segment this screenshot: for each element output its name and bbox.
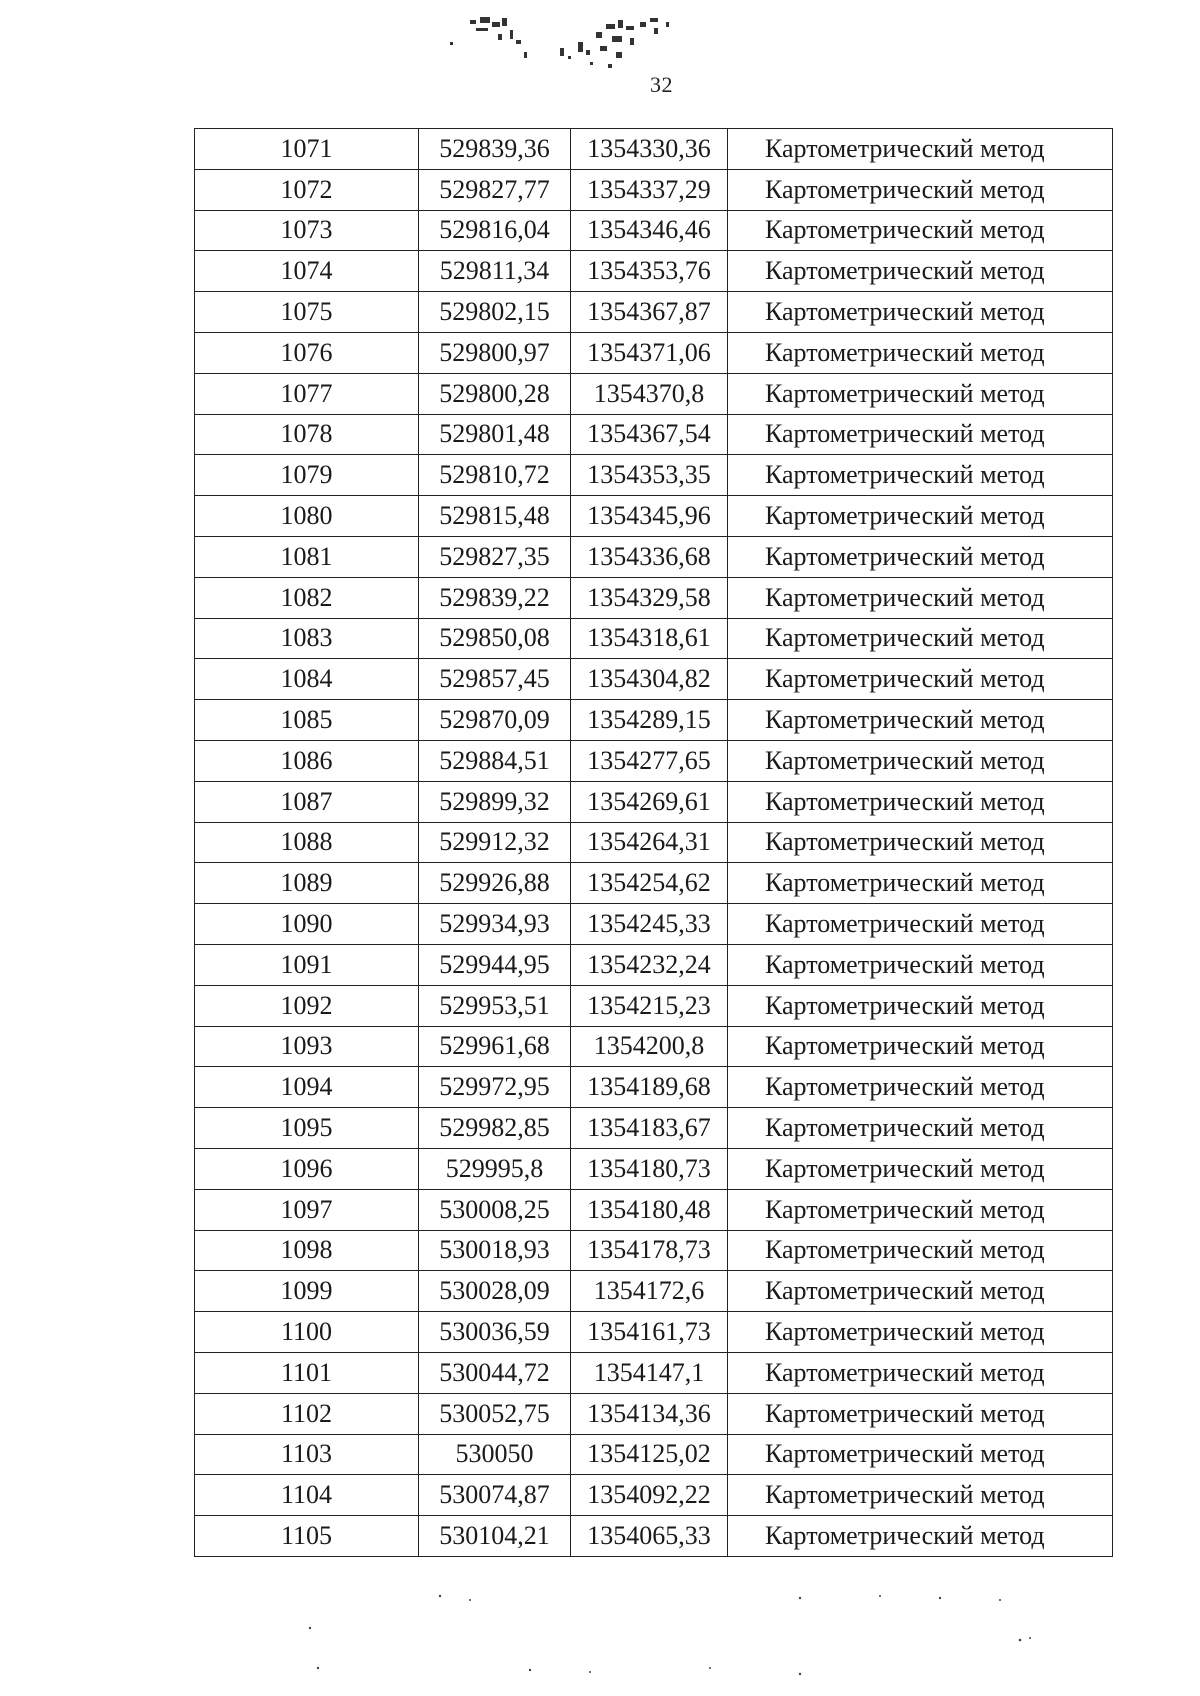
- table-row: [195, 496, 1113, 537]
- coordinate-x-cell: 529800,28: [419, 373, 571, 414]
- table-row: [195, 129, 1113, 170]
- table-row: [195, 700, 1113, 741]
- point-number-cell: 1084: [195, 659, 419, 700]
- coordinate-y-cell: 1354092,22: [571, 1475, 728, 1516]
- point-number-cell: 1095: [195, 1108, 419, 1149]
- method-cell: Картометрический метод: [728, 1516, 1113, 1557]
- method-cell: Картометрический метод: [728, 1475, 1113, 1516]
- point-number-cell: 1100: [195, 1312, 419, 1353]
- point-number-cell: 1096: [195, 1148, 419, 1189]
- method-cell: Картометрический метод: [728, 781, 1113, 822]
- point-number-cell: 1099: [195, 1271, 419, 1312]
- point-number-cell: 1085: [195, 700, 419, 741]
- coordinate-x-cell: 529827,35: [419, 536, 571, 577]
- coordinate-y-cell: 1354215,23: [571, 985, 728, 1026]
- table-row: [195, 822, 1113, 863]
- table-row: [195, 292, 1113, 333]
- method-cell: Картометрический метод: [728, 210, 1113, 251]
- coordinate-y-cell: 1354172,6: [571, 1271, 728, 1312]
- method-cell: Картометрический метод: [728, 1026, 1113, 1067]
- table-row: [195, 1108, 1113, 1149]
- point-number-cell: 1072: [195, 169, 419, 210]
- table-row: [195, 618, 1113, 659]
- table-row: [195, 985, 1113, 1026]
- coordinate-y-cell: 1354367,54: [571, 414, 728, 455]
- method-cell: Картометрический метод: [728, 822, 1113, 863]
- coordinate-x-cell: 530018,93: [419, 1230, 571, 1271]
- coordinate-y-cell: 1354370,8: [571, 373, 728, 414]
- method-cell: Картометрический метод: [728, 985, 1113, 1026]
- point-number-cell: 1092: [195, 985, 419, 1026]
- coordinate-y-cell: 1354353,76: [571, 251, 728, 292]
- table-row: [195, 210, 1113, 251]
- scan-stamp-marks: [440, 12, 740, 92]
- point-number-cell: 1078: [195, 414, 419, 455]
- method-cell: Картометрический метод: [728, 1352, 1113, 1393]
- point-number-cell: 1087: [195, 781, 419, 822]
- method-cell: Картометрический метод: [728, 904, 1113, 945]
- coordinate-y-cell: 1354161,73: [571, 1312, 728, 1353]
- point-number-cell: 1081: [195, 536, 419, 577]
- table-row: [195, 1148, 1113, 1189]
- table-row: [195, 332, 1113, 373]
- coordinate-x-cell: 529801,48: [419, 414, 571, 455]
- coordinate-y-cell: 1354189,68: [571, 1067, 728, 1108]
- coordinate-x-cell: 530104,21: [419, 1516, 571, 1557]
- coordinate-x-cell: 530050: [419, 1434, 571, 1475]
- table-row: [195, 904, 1113, 945]
- point-number-cell: 1093: [195, 1026, 419, 1067]
- coordinate-y-cell: 1354318,61: [571, 618, 728, 659]
- coordinates-table-body: [195, 129, 1113, 1557]
- coordinate-y-cell: 1354125,02: [571, 1434, 728, 1475]
- coordinate-y-cell: 1354232,24: [571, 944, 728, 985]
- method-cell: Картометрический метод: [728, 1393, 1113, 1434]
- method-cell: Картометрический метод: [728, 1434, 1113, 1475]
- point-number-cell: 1077: [195, 373, 419, 414]
- table-row: [195, 944, 1113, 985]
- coordinate-x-cell: 530074,87: [419, 1475, 571, 1516]
- coordinate-y-cell: 1354304,82: [571, 659, 728, 700]
- point-number-cell: 1094: [195, 1067, 419, 1108]
- coordinate-y-cell: 1354277,65: [571, 740, 728, 781]
- table-row: [195, 1271, 1113, 1312]
- point-number-cell: 1102: [195, 1393, 419, 1434]
- point-number-cell: 1103: [195, 1434, 419, 1475]
- coordinate-y-cell: 1354254,62: [571, 863, 728, 904]
- coordinate-x-cell: 529827,77: [419, 169, 571, 210]
- coordinate-y-cell: 1354264,31: [571, 822, 728, 863]
- coordinate-y-cell: 1354346,46: [571, 210, 728, 251]
- point-number-cell: 1080: [195, 496, 419, 537]
- point-number-cell: 1071: [195, 129, 419, 170]
- coordinate-x-cell: 529995,8: [419, 1148, 571, 1189]
- coordinate-x-cell: 529810,72: [419, 455, 571, 496]
- coordinate-y-cell: 1354337,29: [571, 169, 728, 210]
- coordinate-x-cell: 529802,15: [419, 292, 571, 333]
- point-number-cell: 1090: [195, 904, 419, 945]
- coordinate-y-cell: 1354200,8: [571, 1026, 728, 1067]
- table-row: [195, 1312, 1113, 1353]
- point-number-cell: 1101: [195, 1352, 419, 1393]
- coordinate-y-cell: 1354345,96: [571, 496, 728, 537]
- method-cell: Картометрический метод: [728, 1148, 1113, 1189]
- point-number-cell: 1073: [195, 210, 419, 251]
- coordinate-y-cell: 1354245,33: [571, 904, 728, 945]
- method-cell: Картометрический метод: [728, 129, 1113, 170]
- coordinate-x-cell: 529972,95: [419, 1067, 571, 1108]
- point-number-cell: 1083: [195, 618, 419, 659]
- coordinate-y-cell: 1354178,73: [571, 1230, 728, 1271]
- coordinate-y-cell: 1354353,35: [571, 455, 728, 496]
- coordinate-x-cell: 529884,51: [419, 740, 571, 781]
- method-cell: Картометрический метод: [728, 373, 1113, 414]
- table-row: [195, 373, 1113, 414]
- coordinate-y-cell: 1354180,48: [571, 1189, 728, 1230]
- coordinate-x-cell: 529912,32: [419, 822, 571, 863]
- coordinate-x-cell: 529926,88: [419, 863, 571, 904]
- coordinate-x-cell: 529870,09: [419, 700, 571, 741]
- coordinate-x-cell: 530008,25: [419, 1189, 571, 1230]
- method-cell: Картометрический метод: [728, 251, 1113, 292]
- point-number-cell: 1098: [195, 1230, 419, 1271]
- page-number: 32: [650, 72, 673, 97]
- table-row: [195, 1067, 1113, 1108]
- coordinate-x-cell: 529982,85: [419, 1108, 571, 1149]
- coordinates-table: [194, 128, 1113, 1557]
- method-cell: Картометрический метод: [728, 455, 1113, 496]
- table-row: [195, 169, 1113, 210]
- table-row: [195, 781, 1113, 822]
- table-row: [195, 251, 1113, 292]
- point-number-cell: 1086: [195, 740, 419, 781]
- point-number-cell: 1097: [195, 1189, 419, 1230]
- method-cell: Картометрический метод: [728, 618, 1113, 659]
- coordinate-y-cell: 1354330,36: [571, 129, 728, 170]
- table-row: [195, 1393, 1113, 1434]
- point-number-cell: 1091: [195, 944, 419, 985]
- table-row: [195, 455, 1113, 496]
- method-cell: Картометрический метод: [728, 1067, 1113, 1108]
- coordinate-x-cell: 529850,08: [419, 618, 571, 659]
- coordinate-x-cell: 529839,22: [419, 577, 571, 618]
- method-cell: Картометрический метод: [728, 1230, 1113, 1271]
- method-cell: Картометрический метод: [728, 1312, 1113, 1353]
- coordinate-x-cell: 529899,32: [419, 781, 571, 822]
- method-cell: Картометрический метод: [728, 659, 1113, 700]
- coordinate-y-cell: 1354065,33: [571, 1516, 728, 1557]
- point-number-cell: 1079: [195, 455, 419, 496]
- coordinate-x-cell: 529934,93: [419, 904, 571, 945]
- method-cell: Картометрический метод: [728, 1108, 1113, 1149]
- method-cell: Картометрический метод: [728, 332, 1113, 373]
- coordinate-x-cell: 529811,34: [419, 251, 571, 292]
- method-cell: Картометрический метод: [728, 292, 1113, 333]
- method-cell: Картометрический метод: [728, 577, 1113, 618]
- method-cell: Картометрический метод: [728, 740, 1113, 781]
- coordinate-x-cell: 529944,95: [419, 944, 571, 985]
- point-number-cell: 1075: [195, 292, 419, 333]
- coordinate-x-cell: 529839,36: [419, 129, 571, 170]
- point-number-cell: 1076: [195, 332, 419, 373]
- method-cell: Картометрический метод: [728, 496, 1113, 537]
- table-row: [195, 863, 1113, 904]
- coordinate-x-cell: 530036,59: [419, 1312, 571, 1353]
- point-number-cell: 1088: [195, 822, 419, 863]
- table-row: [195, 1475, 1113, 1516]
- coordinate-x-cell: 530052,75: [419, 1393, 571, 1434]
- coordinate-y-cell: 1354180,73: [571, 1148, 728, 1189]
- method-cell: Картометрический метод: [728, 1271, 1113, 1312]
- table-row: [195, 1026, 1113, 1067]
- method-cell: Картометрический метод: [728, 944, 1113, 985]
- table-row: [195, 1516, 1113, 1557]
- table-row: [195, 1352, 1113, 1393]
- method-cell: Картометрический метод: [728, 1189, 1113, 1230]
- coordinate-y-cell: 1354336,68: [571, 536, 728, 577]
- coordinate-x-cell: 529815,48: [419, 496, 571, 537]
- table-row: [195, 414, 1113, 455]
- coordinate-x-cell: 529961,68: [419, 1026, 571, 1067]
- table-row: [195, 1230, 1113, 1271]
- coordinate-y-cell: 1354329,58: [571, 577, 728, 618]
- table-row: [195, 659, 1113, 700]
- table-row: [195, 1434, 1113, 1475]
- point-number-cell: 1104: [195, 1475, 419, 1516]
- point-number-cell: 1105: [195, 1516, 419, 1557]
- coordinate-x-cell: 530028,09: [419, 1271, 571, 1312]
- point-number-cell: 1082: [195, 577, 419, 618]
- coordinate-y-cell: 1354269,61: [571, 781, 728, 822]
- method-cell: Картометрический метод: [728, 536, 1113, 577]
- table-row: [195, 740, 1113, 781]
- table-row: [195, 577, 1113, 618]
- coordinate-x-cell: 530044,72: [419, 1352, 571, 1393]
- coordinate-x-cell: 529816,04: [419, 210, 571, 251]
- coordinate-y-cell: 1354289,15: [571, 700, 728, 741]
- point-number-cell: 1074: [195, 251, 419, 292]
- coordinate-y-cell: 1354134,36: [571, 1393, 728, 1434]
- coordinate-y-cell: 1354371,06: [571, 332, 728, 373]
- coordinate-x-cell: 529857,45: [419, 659, 571, 700]
- method-cell: Картометрический метод: [728, 700, 1113, 741]
- coordinate-y-cell: 1354147,1: [571, 1352, 728, 1393]
- coordinate-x-cell: 529800,97: [419, 332, 571, 373]
- table-row: [195, 1189, 1113, 1230]
- coordinate-y-cell: 1354367,87: [571, 292, 728, 333]
- method-cell: Картометрический метод: [728, 169, 1113, 210]
- coordinate-y-cell: 1354183,67: [571, 1108, 728, 1149]
- method-cell: Картометрический метод: [728, 863, 1113, 904]
- point-number-cell: 1089: [195, 863, 419, 904]
- table-row: [195, 536, 1113, 577]
- coordinate-x-cell: 529953,51: [419, 985, 571, 1026]
- method-cell: Картометрический метод: [728, 414, 1113, 455]
